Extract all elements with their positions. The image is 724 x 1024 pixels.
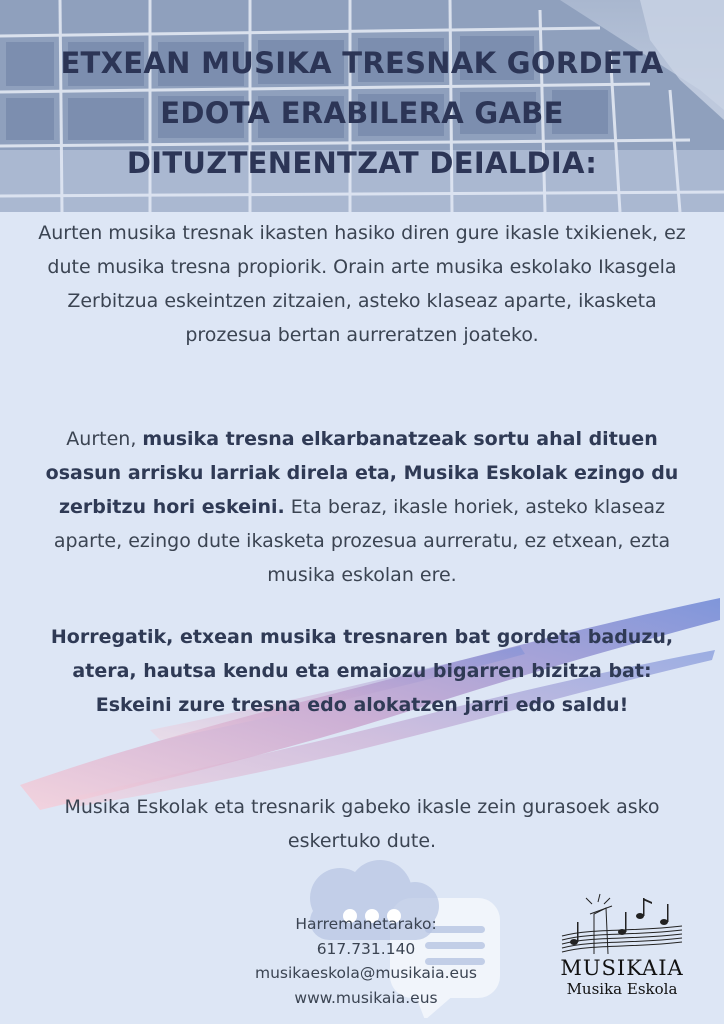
contact-email[interactable]: musikaeskola@musikaia.eus (254, 964, 477, 982)
intro-paragraph: Aurten musika tresnak ikasten hasiko diren gure ikasle txikienek, ez dute musika tresna propiorik. Orain arte musika eskolako Ikasgela Zerbitzua eskeintzen zitzaien, asteko klaseaz aparte, ikasketa prozesua bertan aurreratzen joateko. (38, 222, 686, 346)
reason-paragraph (30, 422, 694, 592)
logo-subtitle: Musika Eskola (566, 980, 678, 998)
header-banner (0, 0, 724, 212)
reason-start: Aurten, (66, 428, 143, 450)
music-notes-logo-icon (552, 892, 692, 962)
page-title (40, 38, 684, 188)
thanks-paragraph: Musika Eskolak eta tresnarik gabeko ikasle zein gurasoek asko eskertuko dute. (64, 796, 660, 852)
logo-title: MUSIKAIA (560, 956, 684, 980)
musikaia-logo (552, 892, 692, 1007)
reason-end: Eta beraz, ikasle horiek, asteko klaseaz aparte, ezingo dute ikasketa prozesua aurreratu, ez etxean, ezta musika eskolan ere. (53, 496, 671, 586)
title-line-1: ETXEAN MUSIKA TRESNAK GORDETA (60, 46, 664, 80)
contact-phone[interactable]: 617.731.140 (316, 939, 416, 958)
title-line-2: EDOTA ERABILERA GABE (160, 96, 564, 130)
reason-bold: musika tresna elkarbanatzeak sortu ahal dituen osasun arrisku larriak direla eta, Musika Eskolak ezingo du zerbitzu hori eskeini. (45, 428, 679, 518)
call-to-action-line-2: Eskeini zure tresna edo alokatzen jarri edo saldu! (95, 694, 629, 716)
contact-label: Harremanetarako: (295, 915, 437, 933)
call-to-action-line-1: Horregatik, etxean musika tresnaren bat gordeta baduzu, atera, hautsa kendu eta emaiozu bigarren bizitza bat: (50, 626, 674, 682)
contact-info (226, 912, 506, 1010)
contact-website[interactable]: www.musikaia.eus (294, 988, 438, 1007)
call-to-action (30, 620, 694, 722)
title-line-3: DITUZTENENTZAT DEIALDIA: (126, 146, 598, 180)
